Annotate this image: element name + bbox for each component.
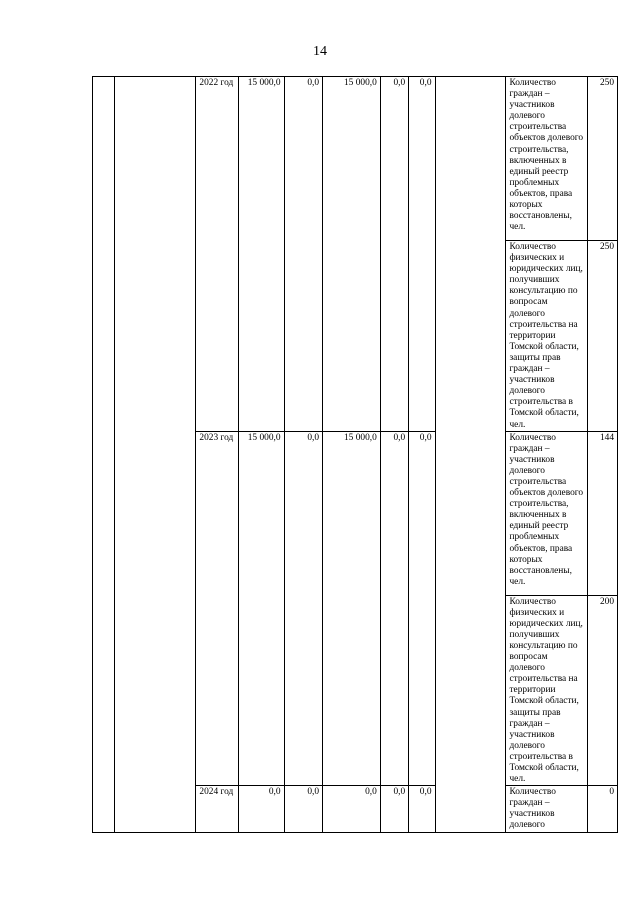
year-cell: 2024 год (196, 786, 239, 832)
indicator-text: Количество граждан – участников долевого строительства объектов долевого строительства, включенных в единый реестр проблемных объектов, права которых восстановлены, чел. (509, 78, 584, 233)
indicator-text: Количество физических и юридических лиц, получивших консультацию по вопросам долевого строительства на территории Томской области, защиты прав граждан – участников долевого строительства в Томской области, чел. (509, 242, 583, 430)
indicator-value-cell: 144 (587, 431, 617, 595)
extrabudget-cell: 0,0 (409, 77, 435, 432)
program-table (92, 76, 618, 833)
regional-budget-cell: 0,0 (323, 786, 381, 832)
federal-budget-cell: 0,0 (284, 786, 323, 832)
indicator-text: Количество граждан – участников долевого строительства объектов долевого строительства, включенных в единый реестр проблемных объектов, права которых восстановлены, чел. (509, 432, 584, 587)
indicator-text: Количество граждан – участников долевого (509, 787, 556, 831)
indicator-value-cell: 250 (587, 77, 617, 241)
total-cell: 15 000,0 (238, 77, 284, 432)
year-cell: 2023 год (196, 431, 239, 786)
regional-budget-cell: 15 000,0 (323, 77, 381, 432)
local-budget-cell: 0,0 (380, 431, 408, 786)
regional-budget-cell: 15 000,0 (323, 431, 381, 786)
indicator-value-cell: 0 (587, 786, 617, 832)
extrabudget-cell: 0,0 (409, 786, 435, 832)
federal-budget-cell: 0,0 (284, 77, 323, 432)
federal-budget-cell: 0,0 (284, 431, 323, 786)
activity-name-cell (115, 77, 196, 833)
total-cell: 0,0 (238, 786, 284, 832)
indicator-value-cell: 250 (587, 241, 617, 432)
indicator-name-cell (506, 786, 587, 832)
indicator-text: Количество физических и юридических лиц, получивших консультацию по вопросам долевого строительства на территории Томской области, защиты прав граждан – участников долевого строительства в Томской области, чел. (509, 596, 583, 785)
indicator-name-cell (506, 77, 587, 241)
executor-cell (435, 77, 506, 833)
local-budget-cell: 0,0 (380, 77, 408, 432)
indicator-value-cell: 200 (587, 595, 617, 786)
number-cell (93, 77, 115, 833)
indicator-name-cell (506, 595, 587, 786)
indicator-name-cell (506, 431, 587, 595)
page-number: 14 (313, 44, 327, 59)
extrabudget-cell: 0,0 (409, 431, 435, 786)
year-cell: 2022 год (196, 77, 239, 432)
table-row (93, 77, 618, 241)
total-cell: 15 000,0 (238, 431, 284, 786)
indicator-name-cell (506, 241, 587, 432)
local-budget-cell: 0,0 (380, 786, 408, 832)
